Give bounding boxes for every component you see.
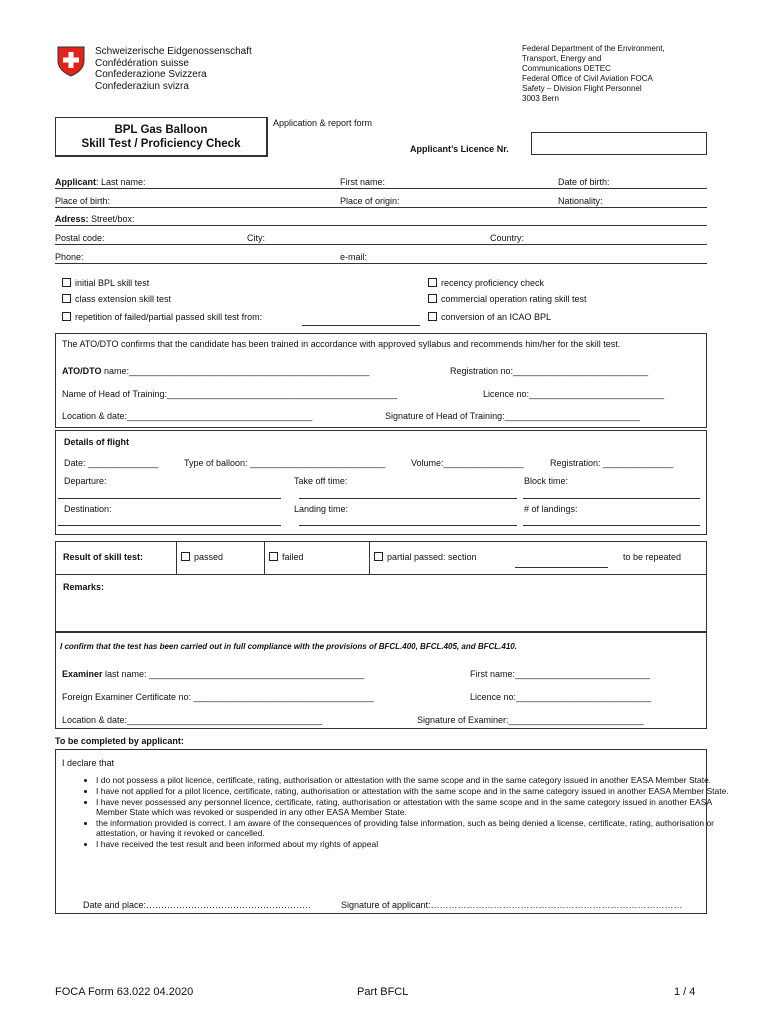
balloon-type-field[interactable]: Type of balloon: ___________________________ xyxy=(184,458,386,468)
place-of-origin-label: Place of origin: xyxy=(340,196,400,206)
examiner-last-name-line: last name: ___________________________________________ xyxy=(102,669,365,679)
country-label: Country: xyxy=(490,233,525,243)
option-label: repetition of failed/partial passed skill test from: xyxy=(75,312,263,322)
org-line: Confédération suisse xyxy=(95,57,189,69)
declaration-list xyxy=(56,775,736,850)
examiner-signature-field[interactable]: Signature of Examiner:___________________________ xyxy=(417,715,644,725)
examiner-last-name-field[interactable] xyxy=(62,669,364,680)
declaration-date-place-field[interactable]: Date and place:………………………………………………. xyxy=(83,900,311,910)
licence-nr-label: Applicant’s Licence Nr. xyxy=(410,144,509,154)
option-recency[interactable] xyxy=(428,278,544,289)
checkbox-icon[interactable] xyxy=(374,552,383,561)
volume-field[interactable]: Volume:________________ xyxy=(411,458,524,468)
option-label: initial BPL skill test xyxy=(75,278,150,288)
option-label: commercial operation rating skill test xyxy=(441,294,587,304)
declaration-item: • I have never possessed any personnel licence, certificate, rating, authorisation or attestation with the same scope and in the same category issued in another EASA Member State which was revoked or suspended in any other EASA Member State. xyxy=(96,797,736,817)
departure-line[interactable] xyxy=(58,498,281,499)
ato-location-date-field[interactable]: Location & date:_____________________________________ xyxy=(62,411,313,421)
swiss-coat-of-arms-icon xyxy=(56,45,86,77)
dept-line: Communications DETEC xyxy=(522,64,611,73)
checkbox-icon[interactable] xyxy=(428,278,437,287)
result-divider xyxy=(369,542,370,574)
head-of-training-field[interactable]: Name of Head of Training:______________________________________________ xyxy=(62,389,398,399)
examiner-first-name-field[interactable]: First name:___________________________ xyxy=(470,669,651,679)
department-address xyxy=(522,44,665,104)
declaration-item: • I do not possess a pilot licence, certificate, rating, authorisation or attestation with the same scope and in the same category issued in another EASA Member State. xyxy=(96,775,736,785)
result-partial[interactable] xyxy=(374,552,477,563)
dept-line: Federal Department of the Environment, xyxy=(522,44,665,53)
footer-form-number: FOCA Form 63.022 04.2020 xyxy=(55,986,194,998)
checkbox-icon[interactable] xyxy=(62,312,71,321)
option-label: failed xyxy=(282,552,304,562)
option-commercial[interactable] xyxy=(428,294,587,305)
form-title: BPL Gas Balloon xyxy=(114,124,208,136)
result-failed[interactable] xyxy=(269,552,304,563)
option-label: conversion of an ICAO BPL xyxy=(441,312,552,322)
first-name-label: First name: xyxy=(340,177,386,187)
checkbox-icon[interactable] xyxy=(62,278,71,287)
result-remarks-section xyxy=(55,541,707,632)
declaration-item: • I have not applied for a pilot licence, certificate, rating, authorisation or attestation with the same scope and in the same category issued in another EASA Member State. xyxy=(96,786,736,796)
departure-label: Departure: xyxy=(64,476,107,486)
takeoff-time-line[interactable] xyxy=(299,498,517,499)
landing-time-line[interactable] xyxy=(299,525,517,526)
remarks-label: Remarks: xyxy=(63,582,105,592)
checkbox-icon[interactable] xyxy=(428,294,437,303)
nationality-label: Nationality: xyxy=(558,196,603,206)
declaration-item: • I have received the test result and been informed about my rights of appeal xyxy=(96,839,736,849)
head-signature-field[interactable]: Signature of Head of Training:___________________________ xyxy=(385,411,640,421)
foreign-certificate-field[interactable]: Foreign Examiner Certificate no: ____________________________________ xyxy=(62,692,374,702)
footer-page-number: 1 / 4 xyxy=(674,986,696,998)
option-class-extension[interactable] xyxy=(62,294,171,305)
applicant-row5-line[interactable] xyxy=(55,263,707,264)
flight-details-title: Details of flight xyxy=(64,437,129,447)
checkbox-icon[interactable] xyxy=(269,552,278,561)
registration-field[interactable]: Registration: ______________ xyxy=(550,458,674,468)
form-subtitle: Skill Test / Proficiency Check xyxy=(81,138,241,150)
email-label: e-mail: xyxy=(340,252,368,262)
option-label: passed xyxy=(194,552,224,562)
applicant-label: Applicant xyxy=(55,177,97,187)
repetition-date-line[interactable] xyxy=(302,325,420,326)
checkbox-icon[interactable] xyxy=(62,294,71,303)
applicant-signature-field[interactable]: Signature of applicant:………………………………………………………………………… xyxy=(341,900,683,910)
flight-date-field[interactable]: Date: ______________ xyxy=(64,458,159,468)
examiner-confirmation: I confirm that the test has been carried out in full compliance with the provisions of BFCL.400, BFCL.405, and BFCL.410. xyxy=(60,642,517,651)
phone-label: Phone: xyxy=(55,252,84,262)
flight-details-section xyxy=(55,430,707,535)
org-line: Schweizerische Eidgenossenschaft xyxy=(95,46,252,57)
last-name-label: : Last name: xyxy=(96,177,146,187)
result-label: Result of skill test: xyxy=(63,552,144,562)
ato-name-field[interactable] xyxy=(62,366,369,377)
applicant-row2-line[interactable] xyxy=(55,207,707,208)
ato-label: ATO/DTO xyxy=(62,366,102,376)
application-form-label: Application & report form xyxy=(273,118,373,128)
ato-name-line: name:________________________________________________ xyxy=(101,366,370,376)
form-title-box xyxy=(55,117,268,157)
destination-label: Destination: xyxy=(64,504,112,514)
footer-part: Part BFCL xyxy=(357,986,409,998)
to-be-repeated-label: to be repeated xyxy=(623,552,682,562)
block-time-label: Block time: xyxy=(524,476,569,486)
address-heading: Adress: xyxy=(55,214,89,224)
dept-line: Safety – Division Flight Personnel xyxy=(522,84,642,93)
org-names xyxy=(95,46,252,92)
landings-line[interactable] xyxy=(523,525,700,526)
licence-nr-field[interactable] xyxy=(531,132,707,155)
destination-line[interactable] xyxy=(58,525,281,526)
applicant-row1-line[interactable] xyxy=(55,188,707,189)
examiner-licence-field[interactable]: Licence no:___________________________ xyxy=(470,692,652,702)
address-label xyxy=(55,214,135,225)
option-conversion[interactable] xyxy=(428,312,551,323)
declaration-heading: To be completed by applicant: xyxy=(55,736,184,746)
option-label: class extension skill test xyxy=(75,294,172,304)
result-divider xyxy=(264,542,265,574)
examiner-section xyxy=(55,632,707,729)
org-line: Confederaziun svizra xyxy=(95,80,189,92)
dept-line: 3003 Bern xyxy=(522,94,559,103)
takeoff-time-label: Take off time: xyxy=(294,476,348,486)
result-passed[interactable] xyxy=(181,552,223,563)
dept-line: Transport, Energy and xyxy=(522,54,602,63)
ato-section xyxy=(55,333,707,428)
head-licence-field[interactable]: Licence no:___________________________ xyxy=(483,389,665,399)
applicant-last-name-label xyxy=(55,177,146,188)
block-time-line[interactable] xyxy=(523,498,700,499)
option-initial[interactable] xyxy=(62,278,149,289)
applicant-row4-line[interactable] xyxy=(55,244,707,245)
ato-registration-field[interactable]: Registration no:___________________________ xyxy=(450,366,649,376)
partial-section-line[interactable] xyxy=(515,567,608,568)
postal-code-label: Postal code: xyxy=(55,233,105,243)
checkbox-icon[interactable] xyxy=(181,552,190,561)
dept-line: Federal Office of Civil Aviation FOCA xyxy=(522,74,653,83)
landings-count-label: # of landings: xyxy=(524,504,578,514)
org-line: Confederazione Svizzera xyxy=(95,69,207,80)
place-of-birth-label: Place of birth: xyxy=(55,196,111,206)
option-label: recency proficiency check xyxy=(441,278,545,288)
landing-time-label: Landing time: xyxy=(294,504,349,514)
ato-confirmation-text: The ATO/DTO confirms that the candidate has been trained in accordance with approved syllabus and recommends him/her for the skill test. xyxy=(62,339,621,349)
checkbox-icon[interactable] xyxy=(428,312,437,321)
declaration-section xyxy=(55,749,729,914)
option-label: partial passed: section xyxy=(387,552,477,562)
dob-label: Date of birth: xyxy=(558,177,610,187)
declaration-item: • the information provided is correct. I am aware of the consequences of providing false information, such as being denied a license, certificate, rating, authorisation or attestation, or having it revoked or cancelled. xyxy=(96,818,736,838)
declaration-intro: I declare that xyxy=(62,758,115,768)
city-label: City: xyxy=(247,233,265,243)
examiner-location-date-field[interactable]: Location & date:_______________________________________ xyxy=(62,715,323,725)
address-line[interactable] xyxy=(55,225,707,226)
examiner-label: Examiner xyxy=(62,669,103,679)
option-repetition[interactable] xyxy=(62,312,262,323)
result-divider xyxy=(176,542,177,574)
street-label: Street/box: xyxy=(91,214,135,224)
